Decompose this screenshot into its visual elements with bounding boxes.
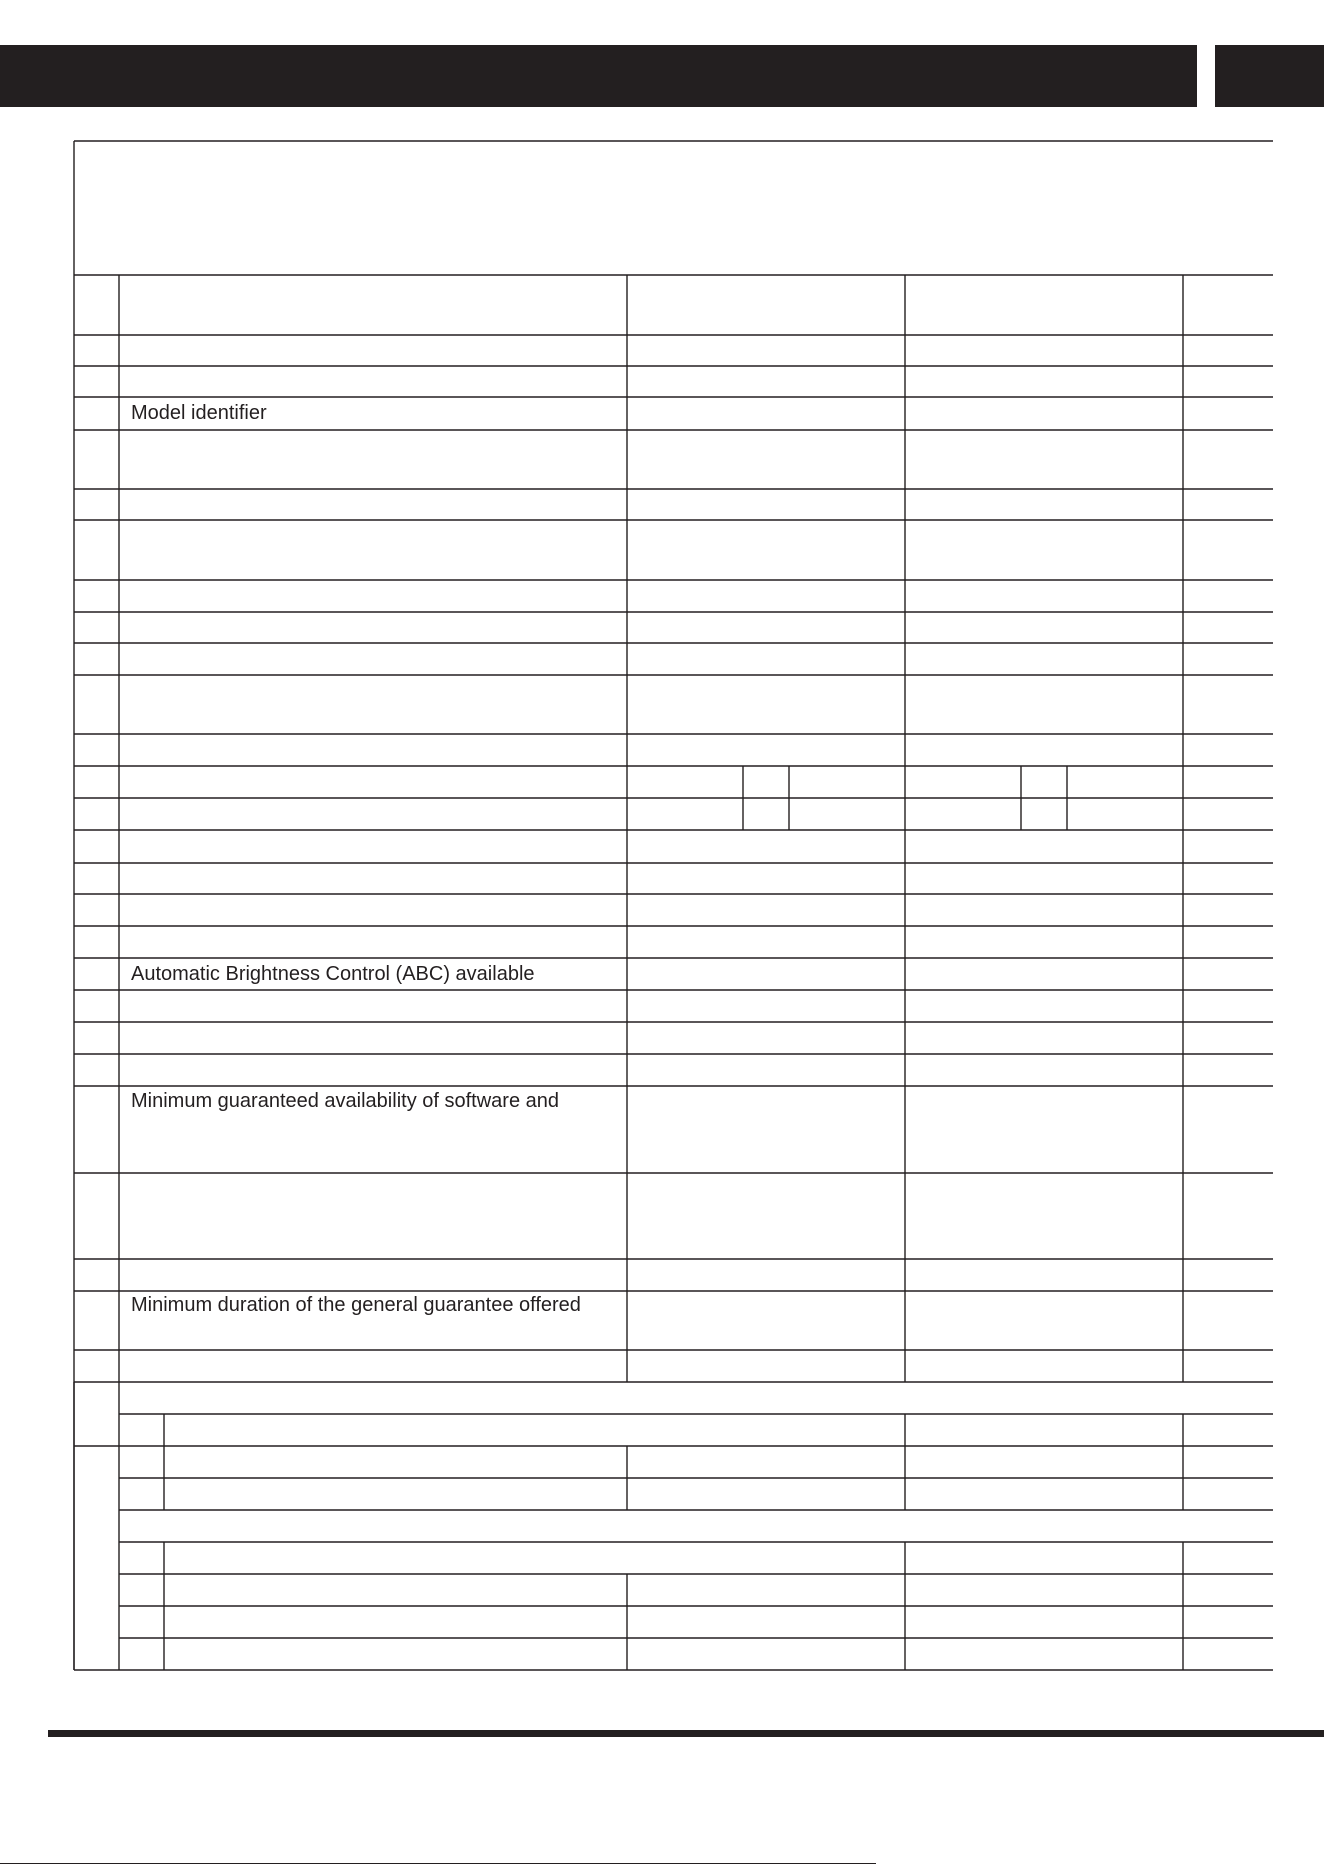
row-label-guarantee: Minimum duration of the general guarantee offered: [131, 1294, 581, 1316]
footer-rule: [48, 1730, 1324, 1737]
row-label-software-availability: Minimum guaranteed availability of software and: [131, 1090, 559, 1112]
footnote-separator: [0, 1863, 876, 1864]
row-label-model-identifier: Model identifier: [131, 402, 267, 424]
row-label-abc: Automatic Brightness Control (ABC) available: [131, 963, 535, 985]
